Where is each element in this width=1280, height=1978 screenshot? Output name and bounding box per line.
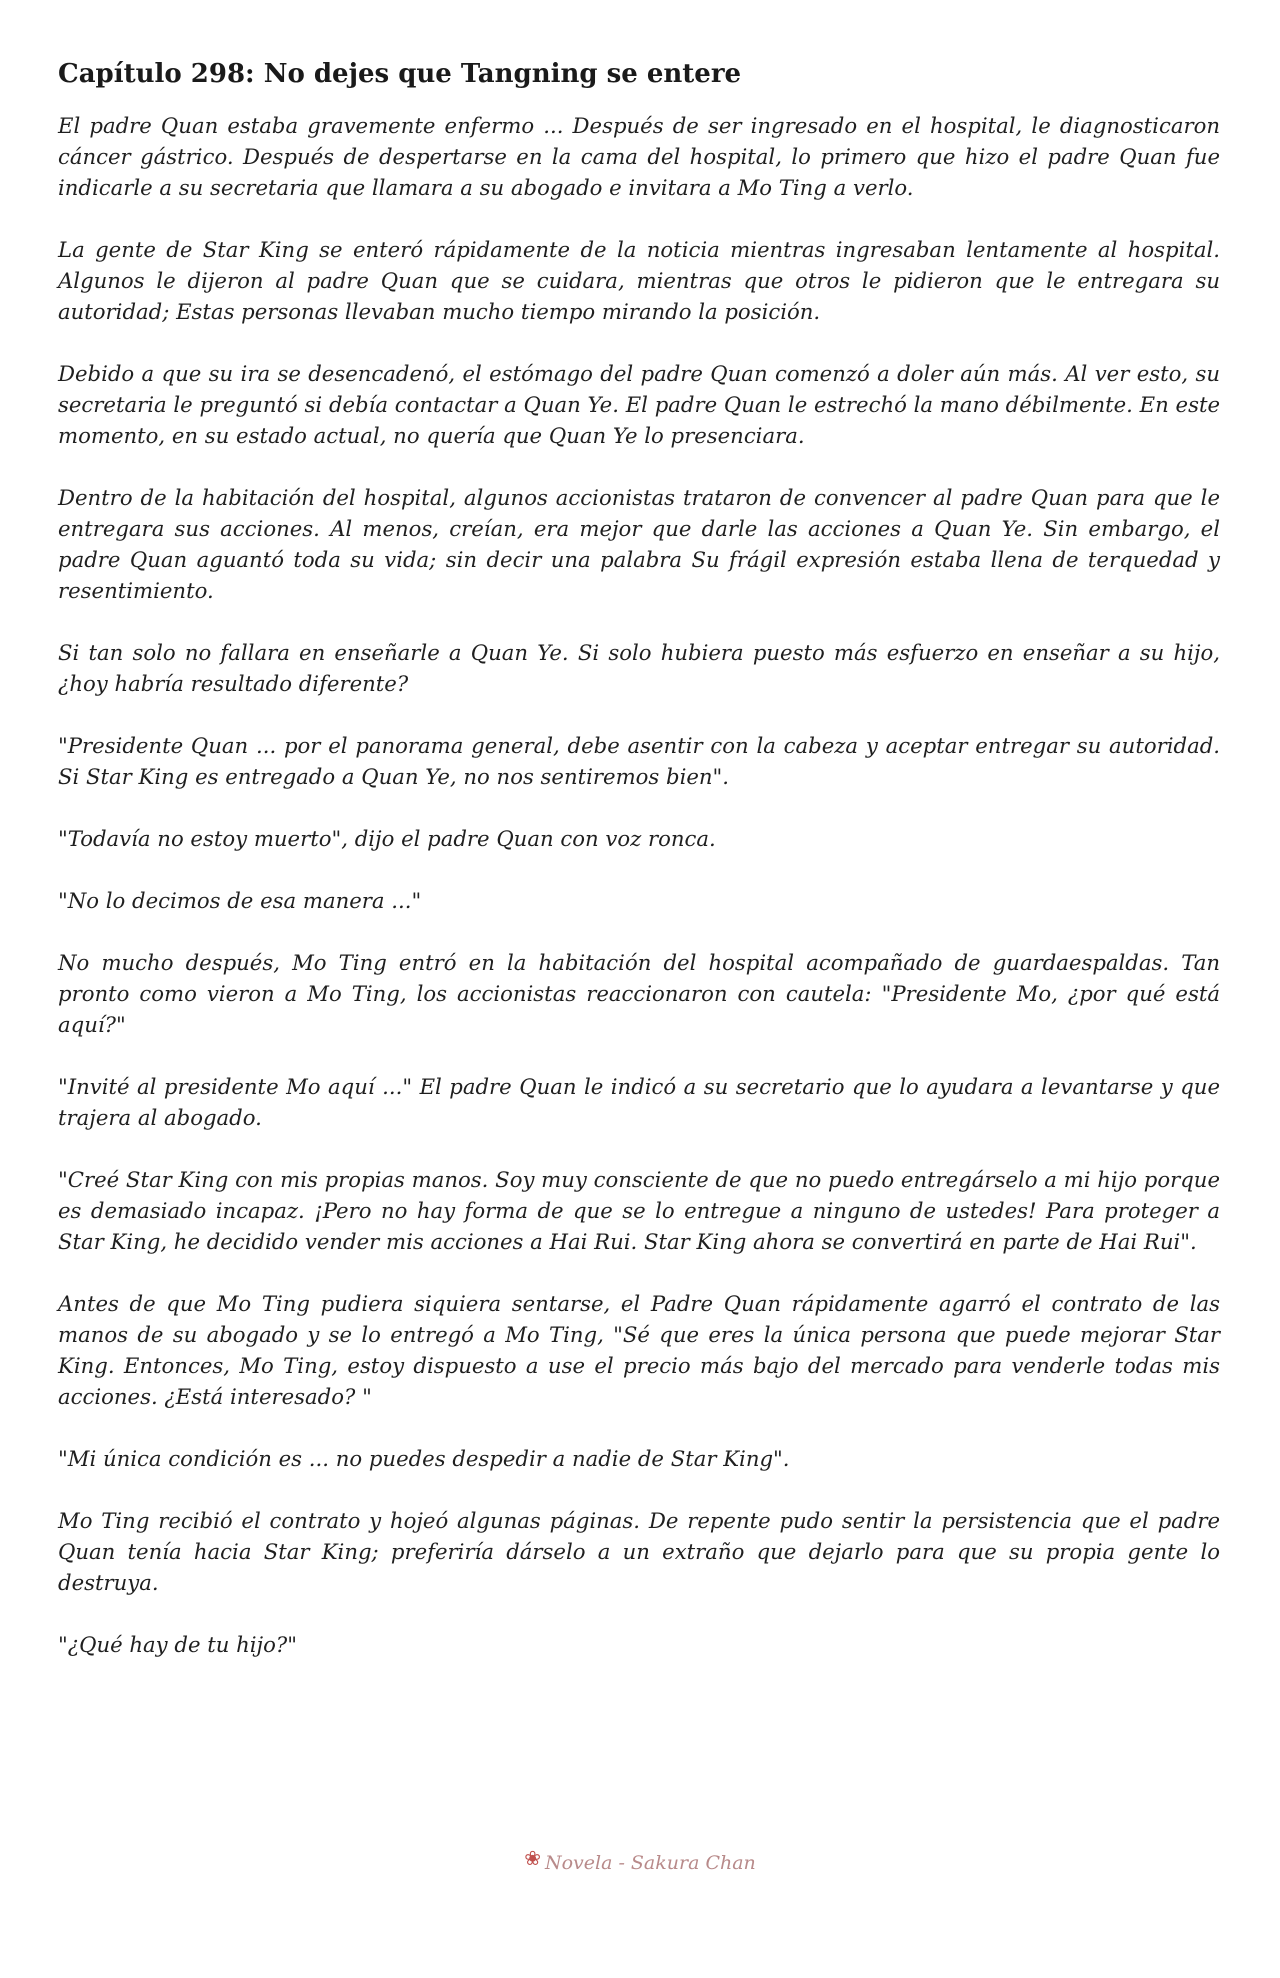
paragraph: "Creé Star King con mis propias manos. Soy muy consciente de que no puedo entregárselo a mi hijo porque es demasiado incapaz. ¡Pero no hay forma de que se lo entregue a ninguno de ustedes! Para proteger a Star King, he decidido vender mis acciones a Hai Rui. Star King ahora se convertirá en parte de Hai Rui". <box>58 1167 1220 1254</box>
paragraph: No mucho después, Mo Ting entró en la habitación del hospital acompañado de guardaespaldas. Tan pronto como vieron a Mo Ting, los accionistas reaccionaron con cautela: "Presidente Mo, ¿por qué está aquí?" <box>58 950 1220 1037</box>
paragraph: Dentro de la habitación del hospital, algunos accionistas trataron de convencer al padre Quan para que le entregara sus acciones. Al menos, creían, era mejor que darle las acciones a Quan Ye. Sin embargo, el padre Quan aguantó toda su vida; sin decir una palabra Su frágil expresión estaba llena de terquedad y resentimiento. <box>58 485 1220 603</box>
paragraph: Mo Ting recibió el contrato y hojeó algunas páginas. De repente pudo sentir la persistencia que el padre Quan tenía hacia Star King; preferiría dárselo a un extraño que dejarlo para que su propia gente lo destruya. <box>58 1508 1220 1595</box>
paragraph: "¿Qué hay de tu hijo?" <box>58 1632 297 1657</box>
paragraph: "No lo decimos de esa manera ..." <box>58 888 422 913</box>
paragraph: "Todavía no estoy muerto", dijo el padre Quan con voz ronca. <box>58 826 716 851</box>
paragraph: El padre Quan estaba gravemente enfermo ... Después de ser ingresado en el hospital, le diagnosticaron cáncer gástrico. Después de despertarse en la cama del hospital, lo primero que hizo el padre Quan fue indicarle a su secretaria que llamara a su abogado e invitara a Mo Ting a verlo. <box>58 113 1220 200</box>
paragraph: "Mi única condición es ... no puedes despedir a nadie de Star King". <box>58 1446 790 1471</box>
chapter-body <box>58 110 1220 1660</box>
paragraph: Debido a que su ira se desencadenó, el estómago del padre Quan comenzó a doler aún más. Al ver esto, su secretaria le preguntó si debía contactar a Quan Ye. El padre Quan le estrechó la mano débilmente. En este momento, en su estado actual, no quería que Quan Ye lo presenciara. <box>58 361 1220 448</box>
paragraph: Si tan solo no fallara en enseñarle a Quan Ye. Si solo hubiera puesto más esfuerzo en enseñar a su hijo, ¿hoy habría resultado diferente? <box>58 640 1220 696</box>
sakura-flower-icon: ❀ <box>524 1846 541 1870</box>
paragraph: Antes de que Mo Ting pudiera siquiera sentarse, el Padre Quan rápidamente agarró el contrato de las manos de su abogado y se lo entregó a Mo Ting, "Sé que eres la única persona que puede mejorar Star King. Entonces, Mo Ting, estoy dispuesto a use el precio más bajo del mercado para venderle todas mis acciones. ¿Está interesado? " <box>58 1291 1220 1409</box>
watermark-text: Novela - Sakura Chan <box>544 1852 756 1874</box>
chapter-page <box>58 54 1220 1691</box>
paragraph: "Presidente Quan ... por el panorama general, debe asentir con la cabeza y aceptar entregar su autoridad. Si Star King es entregado a Quan Ye, no nos sentiremos bien". <box>58 733 1220 789</box>
paragraph: "Invité al presidente Mo aquí ..." El padre Quan le indicó a su secretario que lo ayudara a levantarse y que trajera al abogado. <box>58 1074 1220 1130</box>
chapter-title: Capítulo 298: No dejes que Tangning se entere <box>58 59 742 89</box>
watermark-footer <box>0 1846 1280 1874</box>
paragraph: La gente de Star King se enteró rápidamente de la noticia mientras ingresaban lentamente al hospital. Algunos le dijeron al padre Quan que se cuidara, mientras que otros le pidieron que le entregara su autoridad; Estas personas llevaban mucho tiempo mirando la posición. <box>58 237 1220 324</box>
